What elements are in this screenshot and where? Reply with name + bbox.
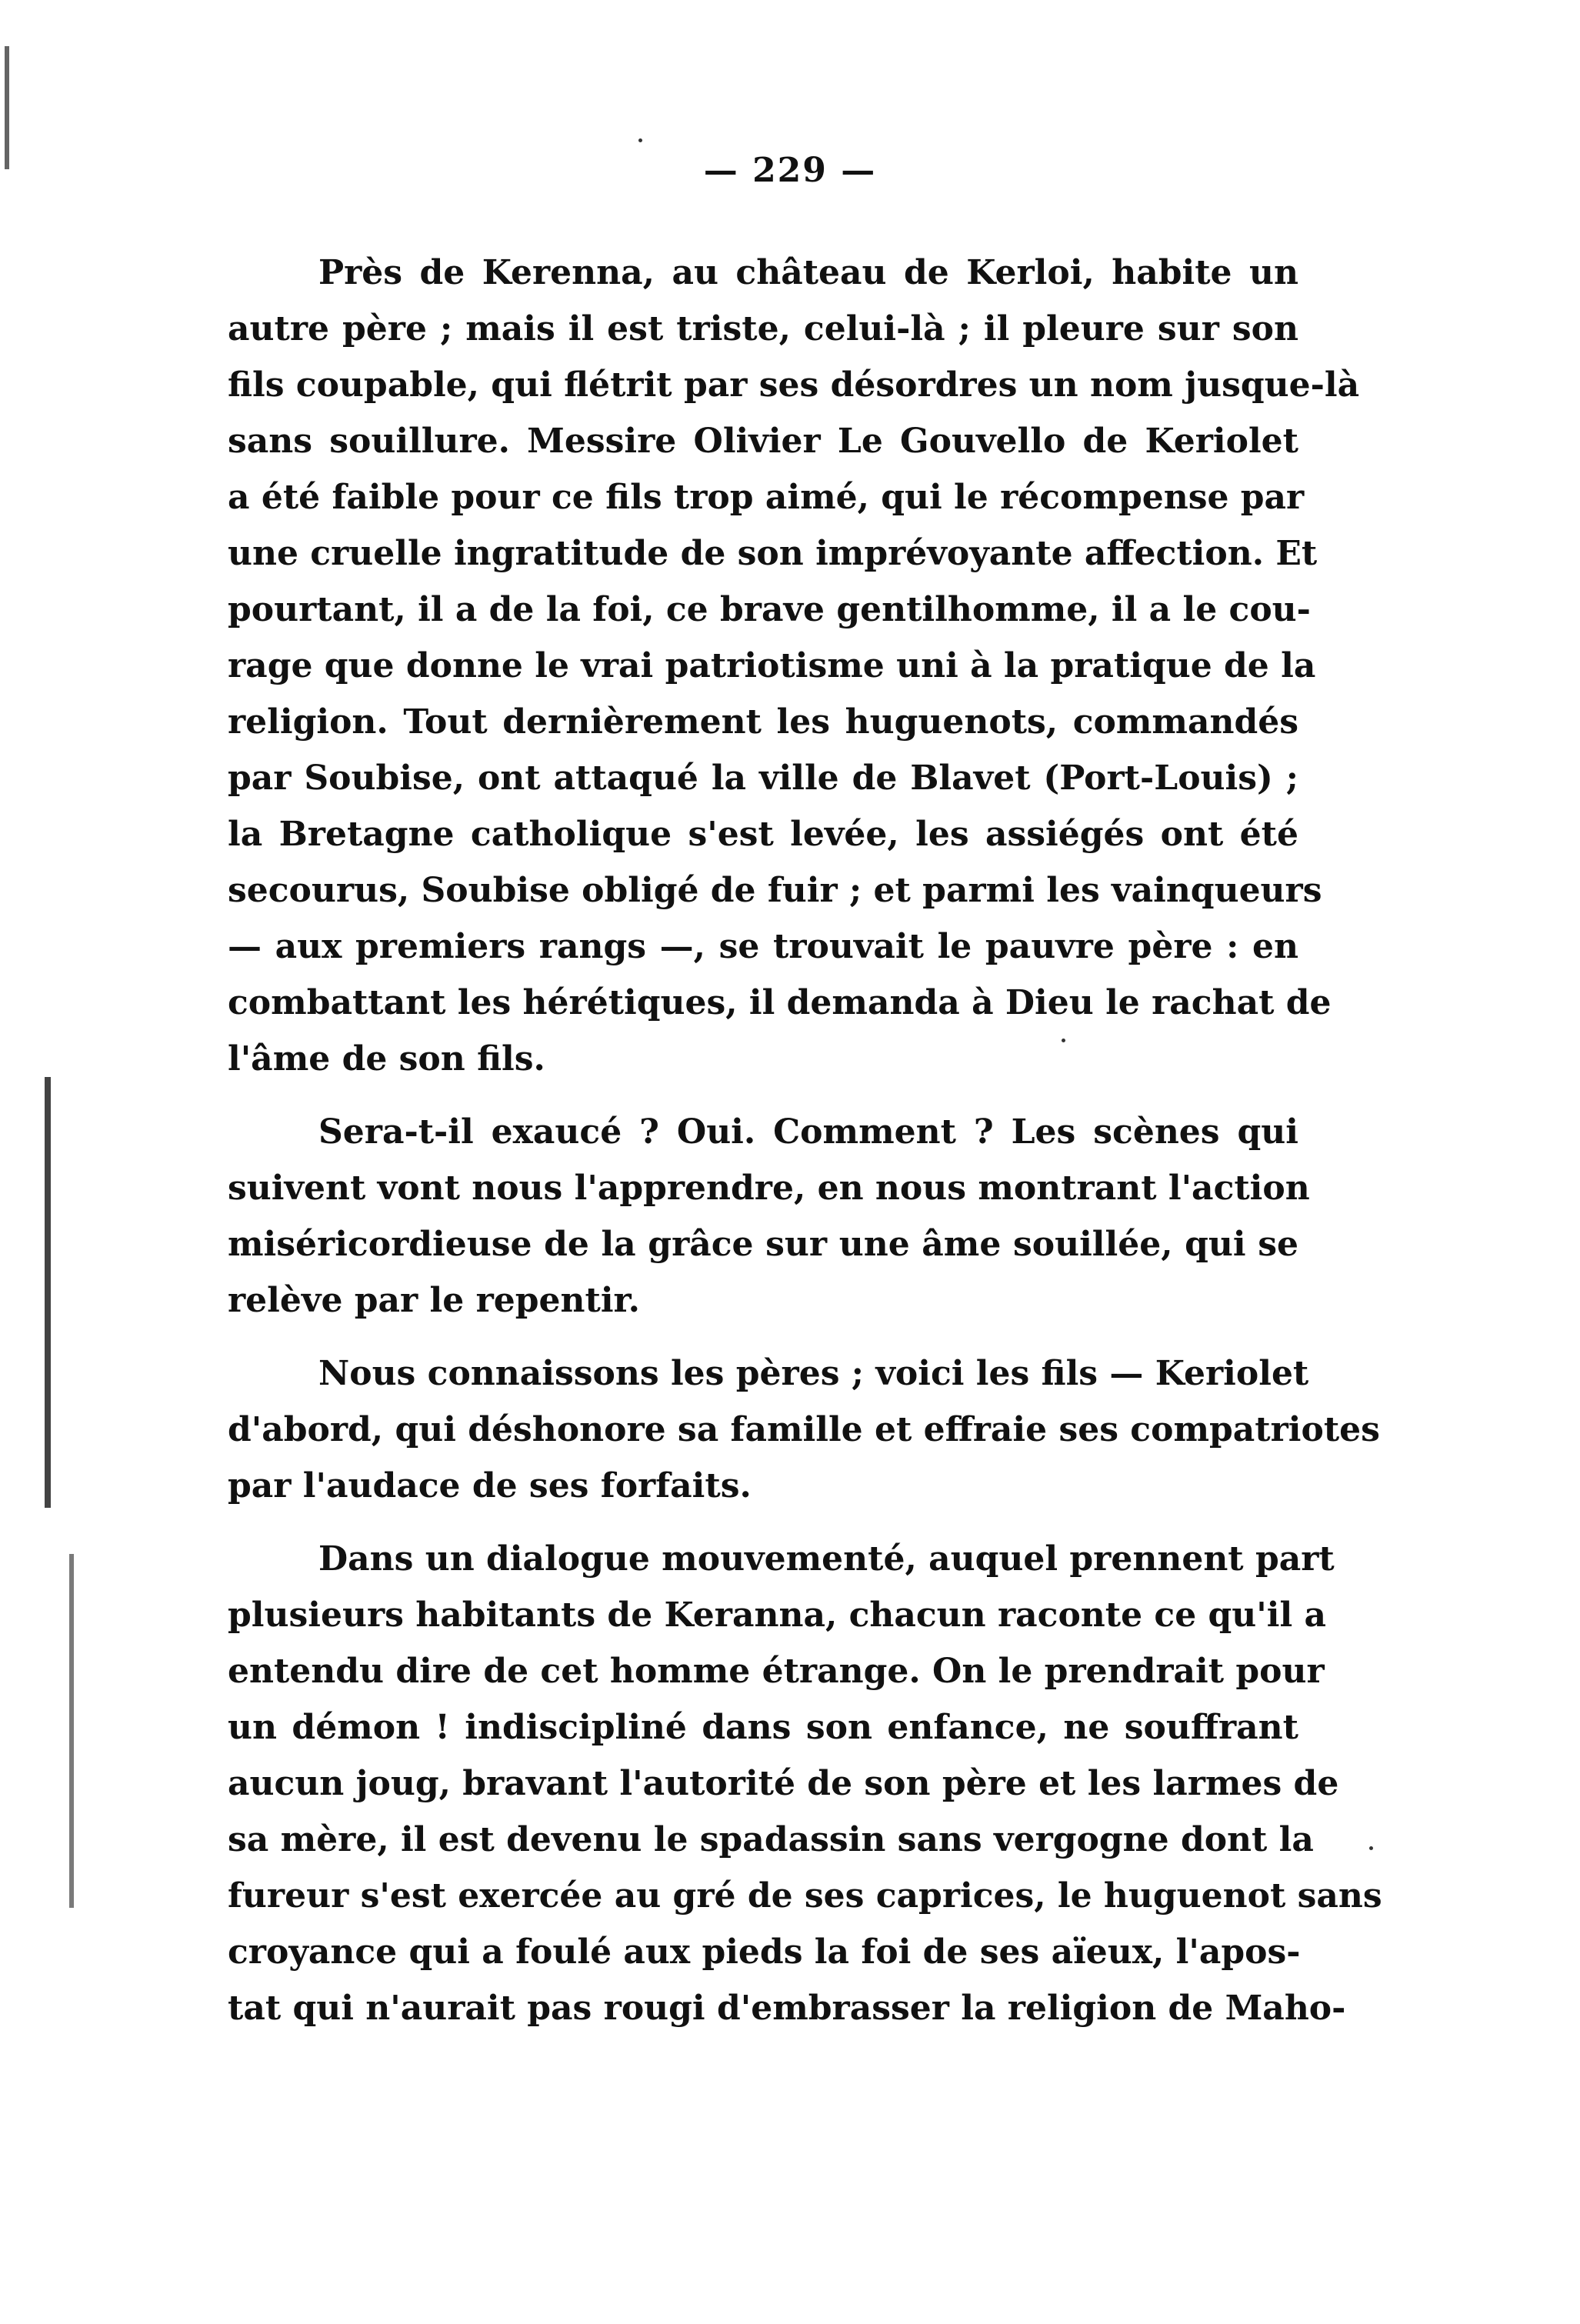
paragraph-gap xyxy=(228,1514,1298,1531)
text-line: Dans un dialogue mouvementé, auquel prennent part xyxy=(318,1539,1335,1579)
paragraph xyxy=(228,245,1360,1087)
paragraph xyxy=(228,1345,1380,1514)
text-line: un démon ! indiscipliné dans son enfance, ne souffrant xyxy=(228,1708,1298,1747)
text-line: aucun joug, bravant l'autorité de son père et les larmes de xyxy=(228,1764,1339,1803)
text-line: d'abord, qui déshonore sa famille et effraie ses compatriotes xyxy=(228,1410,1380,1449)
text-line: la Bretagne catholique s'est levée, les assiégés ont été xyxy=(228,815,1298,854)
paragraph-gap xyxy=(228,1087,1298,1104)
text-line: suivent vont nous l'apprendre, en nous montrant l'action xyxy=(228,1169,1310,1208)
text-line: Près de Kerenna, au château de Kerloi, habite un xyxy=(318,253,1298,292)
text-line: fils coupable, qui flétrit par ses désordres un nom jusque-là xyxy=(228,365,1360,405)
ink-speck xyxy=(638,138,642,142)
paragraph xyxy=(228,1104,1310,1329)
page-number: — 229 — xyxy=(703,151,877,190)
text-line: autre père ; mais il est triste, celui-là ; il pleure sur son xyxy=(228,309,1298,348)
text-line: l'âme de son fils. xyxy=(228,1039,545,1079)
text-line: relève par le repentir. xyxy=(228,1281,640,1320)
text-line: secourus, Soubise obligé de fuir ; et parmi les vainqueurs xyxy=(228,871,1322,910)
paragraph-gap xyxy=(228,1329,1298,1345)
text-line: une cruelle ingratitude de son imprévoyante affection. Et xyxy=(228,534,1318,573)
ink-speck xyxy=(1369,1846,1373,1850)
text-line: croyance qui a foulé aux pieds la foi de ses aïeux, l'apos- xyxy=(228,1932,1301,1972)
text-line: religion. Tout dernièrement les huguenots, commandés xyxy=(228,702,1298,742)
text-line: par Soubise, ont attaqué la ville de Blavet (Port-Louis) ; xyxy=(228,759,1298,798)
text-line: a été faible pour ce fils trop aimé, qui le récompense par xyxy=(228,478,1305,517)
text-line: pourtant, il a de la foi, ce brave gentilhomme, il a le cou- xyxy=(228,590,1311,629)
text-line: Sera-t-il exaucé ? Oui. Comment ? Les scènes qui xyxy=(318,1112,1298,1152)
text-line: plusieurs habitants de Keranna, chacun raconte ce qu'il a xyxy=(228,1595,1327,1635)
text-line: — aux premiers rangs —, se trouvait le pauvre père : en xyxy=(228,927,1298,966)
text-line: combattant les hérétiques, il demanda à Dieu le rachat de xyxy=(228,983,1332,1022)
binding-edge-mark xyxy=(45,1077,51,1508)
text-line: tat qui n'aurait pas rougi d'embrasser la religion de Maho- xyxy=(228,1989,1346,2028)
text-line: sans souillure. Messire Olivier Le Gouvello de Keriolet xyxy=(228,422,1298,461)
body-text xyxy=(228,245,1382,2036)
text-line: sa mère, il est devenu le spadassin sans vergogne dont la xyxy=(228,1820,1314,1859)
text-line: par l'audace de ses forfaits. xyxy=(228,1466,752,1505)
text-line: miséricordieuse de la grâce sur une âme souillée, qui se xyxy=(228,1225,1298,1264)
text-line: fureur s'est exercée au gré de ses caprices, le huguenot sans xyxy=(228,1876,1382,1916)
text-line: rage que donne le vrai patriotisme uni à la pratique de la xyxy=(228,646,1316,685)
text-line: entendu dire de cet homme étrange. On le prendrait pour xyxy=(228,1652,1325,1691)
text-line: Nous connaissons les pères ; voici les fils — Keriolet xyxy=(318,1354,1309,1393)
binding-edge-mark xyxy=(69,1554,74,1908)
paragraph xyxy=(228,1531,1382,2036)
